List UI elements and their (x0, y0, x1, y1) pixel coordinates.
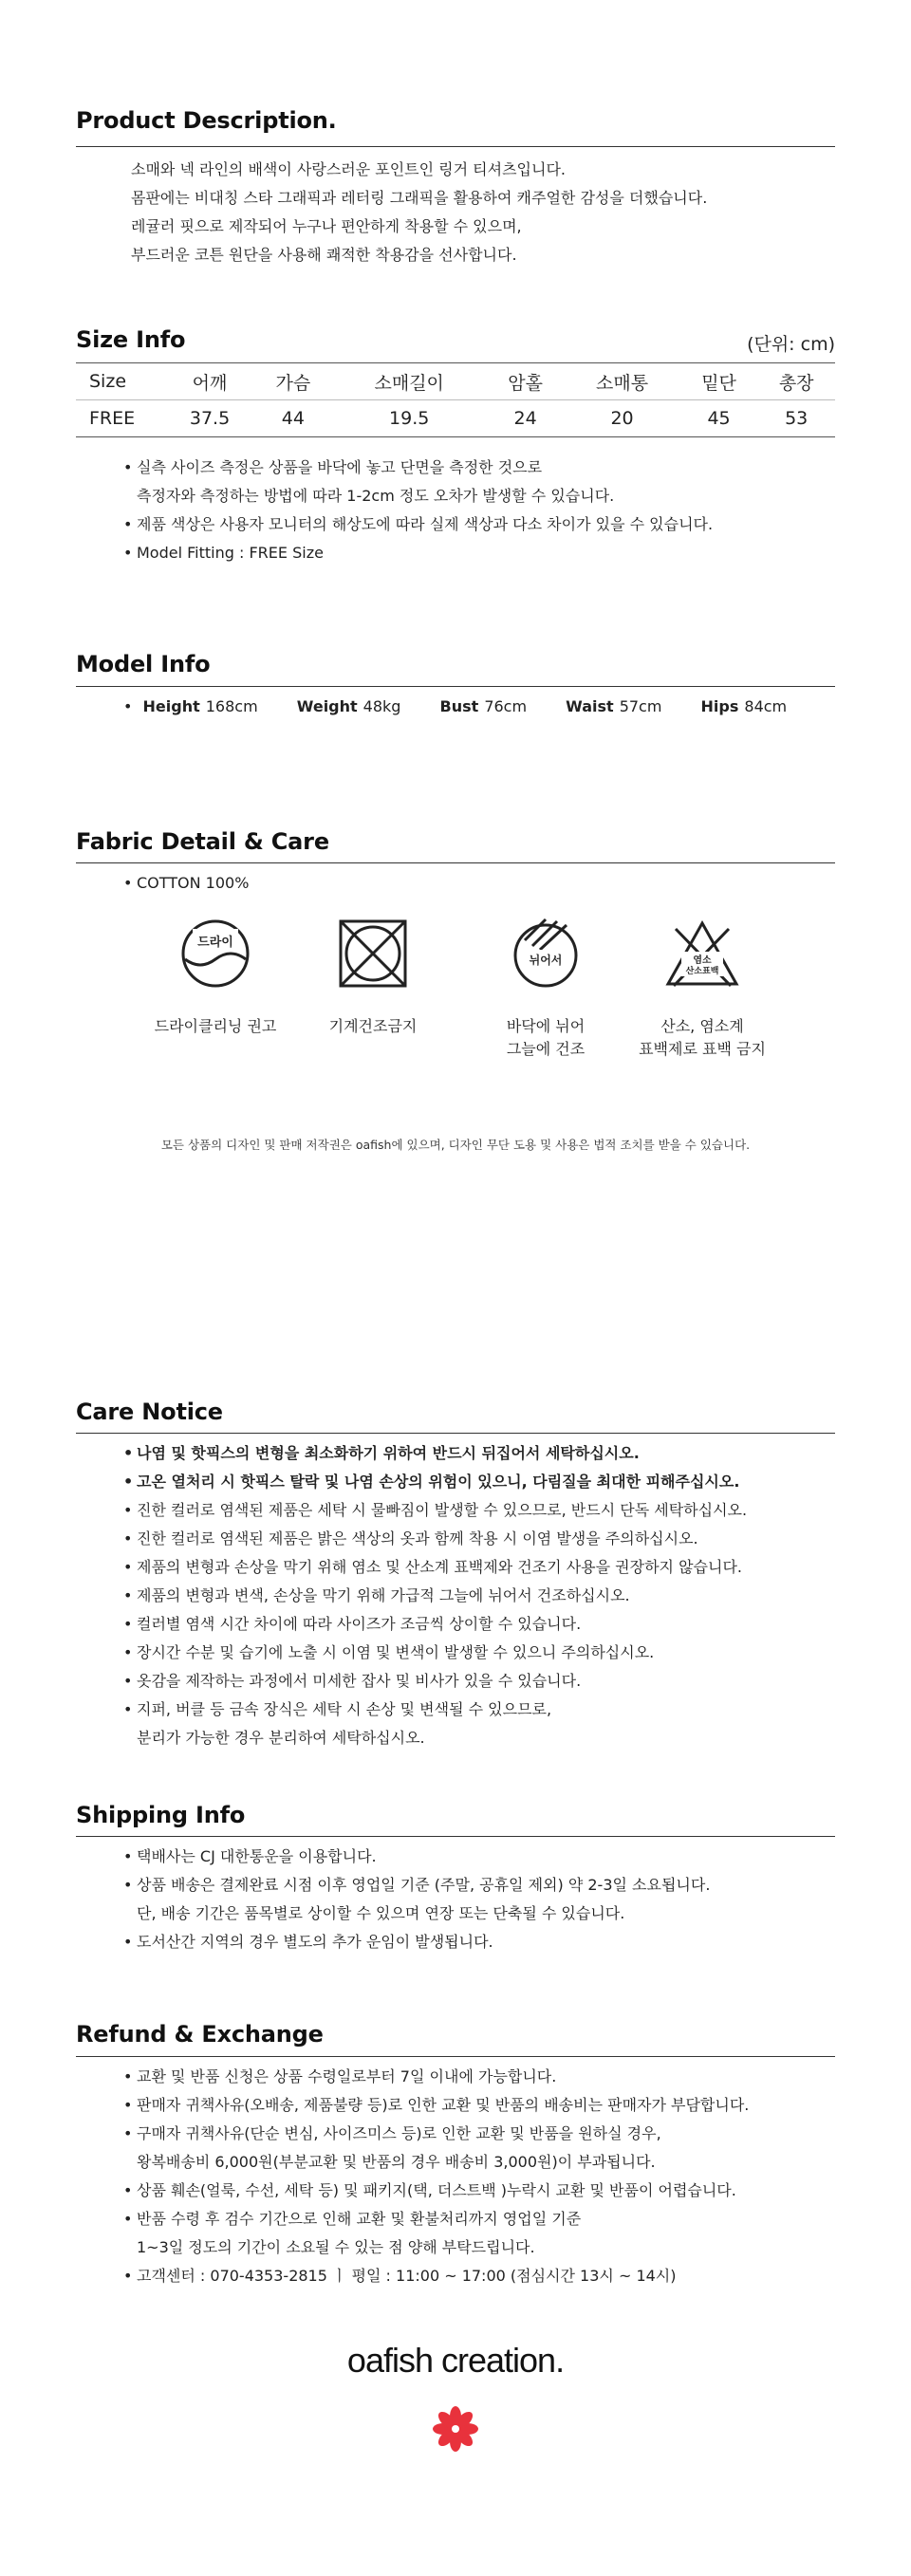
refund-text: 고객센터 : 070-4353-2815 ㅣ 평일 : 11:00 ~ 17:00 (점심시간 13시 ~ 14시) (137, 2267, 677, 2285)
list-item (123, 454, 713, 510)
care-text-continued: 분리가 가능한 경우 분리하여 세탁하십시오. (137, 1729, 425, 1747)
model-label: Height (142, 697, 200, 715)
care-notice-title: Care Notice (76, 1399, 223, 1425)
dry-flat-label: 뉘어서 (529, 954, 563, 967)
size-header-cell: 총장 (778, 372, 814, 394)
care-text: 제품의 변형과 손상을 막기 위해 염소 및 산소계 표백제와 건조기 사용을 권장하지 않습니다. (137, 1558, 742, 1576)
care-caption-line: 산소, 염소계 (660, 1017, 744, 1035)
list-item (123, 2205, 749, 2262)
care-caption-line: 바닥에 뉘어 (506, 1017, 586, 1035)
shipping-text-continued: 단, 배송 기간은 품목별로 상이할 수 있으며 연장 또는 단축될 수 있습니다. (137, 1904, 625, 1922)
care-notice-list (123, 1439, 747, 1752)
refund-text: 교환 및 반품 신청은 상품 수령일로부터 7일 이내에 가능합니다. (137, 2067, 557, 2085)
size-table-row (76, 400, 835, 437)
size-cell: 37.5 (189, 408, 231, 429)
list-item (123, 2120, 749, 2177)
size-notes-list (123, 454, 713, 567)
model-info-title: Model Info (76, 651, 211, 677)
dry-flat-shade-icon (508, 916, 584, 991)
brand-logo-text: oafish creation. (346, 2341, 565, 2380)
note-text-continued: 측정자와 측정하는 방법에 따라 1-2cm 정도 오차가 발생할 수 있습니다. (137, 487, 615, 505)
care-caption-line: 드라이클리닝 권고 (154, 1017, 277, 1035)
product-description-text (131, 156, 707, 269)
no-bleach-icon (664, 916, 740, 991)
no-bleach-label-2: 산소표백 (685, 967, 719, 976)
size-header-cell: Size (89, 371, 127, 392)
care-caption (288, 1015, 458, 1038)
shipping-list (123, 1843, 710, 1956)
size-header-cell: 밑단 (701, 372, 736, 394)
list-item (123, 2177, 749, 2205)
fabric-detail-title: Fabric Detail & Care (76, 828, 329, 855)
model-value: 48kg (363, 697, 401, 715)
section-divider (76, 862, 835, 863)
care-text: 진한 컬러로 염색된 제품은 세탁 시 물빠짐이 발생할 수 있으므로, 반드시 단독 세탁하십시오. (137, 1501, 748, 1519)
size-table-header-row (76, 363, 835, 400)
list-item (123, 1553, 747, 1582)
size-table-bottom-rule (76, 436, 835, 437)
model-label: Weight (296, 697, 358, 715)
refund-text: 판매자 귀책사유(오배송, 제품불량 등)로 인한 교환 및 반품의 배송비는 판매자가 부담합니다. (137, 2096, 750, 2114)
note-text: 실측 사이즈 측정은 상품을 바닥에 놓고 단면을 측정한 것으로 (137, 458, 543, 476)
size-cell: 24 (513, 408, 537, 429)
refund-exchange-title: Refund & Exchange (76, 2021, 324, 2048)
care-text: 장시간 수분 및 습기에 노출 시 이염 및 변색이 발생할 수 있으니 주의하십시오. (137, 1643, 655, 1661)
copyright-notice: 모든 상품의 디자인 및 판매 저작권은 oafish에 있으며, 디자인 무단 도용 및 사용은 법적 조치를 받을 수 있습니다. (160, 1138, 751, 1152)
section-divider (76, 1836, 835, 1837)
dry-clean-icon (177, 916, 253, 991)
refund-text-continued: 왕복배송비 6,000원(부분교환 및 반품의 경우 배송비 3,000원)이 부과됩니다. (137, 2153, 656, 2171)
model-value: 76cm (484, 697, 528, 715)
model-value: 84cm (744, 697, 788, 715)
size-header-cell: 어깨 (192, 372, 228, 394)
shipping-info-title: Shipping Info (76, 1802, 246, 1828)
product-description-title: Product Description. (76, 107, 337, 134)
list-item (123, 2262, 749, 2290)
model-label: Bust (439, 697, 479, 715)
size-cell: 45 (707, 408, 731, 429)
care-text: 나염 및 핫픽스의 변형을 최소화하기 위하여 반드시 뒤집어서 세탁하십시오. (137, 1444, 640, 1462)
list-item (123, 869, 249, 898)
list-item (123, 1439, 747, 1468)
size-cell: 20 (610, 408, 634, 429)
size-info-title: Size Info (76, 326, 186, 353)
size-cell: FREE (89, 408, 136, 429)
description-line: 레귤러 핏으로 제작되어 누구나 편안하게 착용할 수 있으며, (131, 217, 522, 235)
size-header-cell: 소매길이 (374, 372, 444, 394)
care-caption-line: 표백제로 표백 금지 (639, 1040, 766, 1058)
description-line: 부드러운 코튼 원단을 사용해 쾌적한 착용감을 선사합니다. (131, 246, 517, 264)
section-divider (76, 2056, 835, 2057)
size-cell: 53 (785, 408, 809, 429)
list-item (123, 1928, 710, 1956)
care-text: 진한 컬러로 염색된 제품은 밝은 색상의 옷과 함께 착용 시 이염 발생을 주의하십시오. (137, 1529, 698, 1547)
shipping-text: 도서산간 지역의 경우 별도의 추가 운임이 발생됩니다. (137, 1933, 493, 1951)
care-caption (130, 1015, 301, 1038)
size-cell: 19.5 (389, 408, 430, 429)
refund-text-continued: 1~3일 정도의 기간이 소요될 수 있는 점 양해 부탁드립니다. (137, 2238, 535, 2256)
size-table (76, 363, 835, 436)
no-tumble-dry-icon (335, 916, 411, 991)
size-header-cell: 암홀 (508, 372, 543, 394)
care-text: 제품의 변형과 변색, 손상을 막기 위해 가급적 그늘에 뉘어서 건조하십시오. (137, 1586, 630, 1604)
size-cell: 44 (281, 408, 305, 429)
section-divider (76, 1433, 835, 1434)
no-bleach-label: 염소 (693, 955, 712, 966)
model-label: Hips (700, 697, 739, 715)
shipping-text: 택배사는 CJ 대한통운을 이용합니다. (137, 1847, 377, 1865)
description-line: 소매와 넥 라인의 배색이 사랑스러운 포인트인 링거 티셔츠입니다. (131, 160, 567, 178)
refund-list (123, 2063, 749, 2290)
refund-text: 상품 훼손(얼룩, 수선, 세탁 등) 및 패키지(택, 더스트백 )누락시 교환 및 반품이 어렵습니다. (137, 2181, 736, 2199)
care-text: 옷감을 제작하는 과정에서 미세한 잡사 및 비사가 있을 수 있습니다. (137, 1672, 582, 1690)
model-info-row: • Height 168cm Weight 48kg Bust 76cm Waist 57cm Hips 84cm (123, 697, 788, 715)
care-caption-line: 기계건조금지 (328, 1017, 418, 1035)
list-item (123, 539, 713, 567)
care-caption-line: 그늘에 건조 (506, 1040, 586, 1058)
list-item (123, 1525, 747, 1553)
description-line: 몸판에는 비대칭 스타 그래픽과 레터링 그래픽을 활용하여 캐주얼한 감성을 더했습니다. (131, 189, 708, 207)
section-divider (76, 686, 835, 687)
size-header-cell: 소매통 (596, 372, 649, 394)
care-text: 고온 열처리 시 핫픽스 탈락 및 나염 손상의 위험이 있으니, 다림질을 최대한 피해주십시오. (137, 1473, 740, 1491)
refund-text: 반품 수령 후 검수 기간으로 인해 교환 및 환불처리까지 영업일 기준 (137, 2210, 582, 2228)
care-caption (617, 1015, 788, 1061)
dry-clean-label: 드라이 (197, 936, 233, 950)
list-item (123, 510, 713, 539)
care-caption (460, 1015, 631, 1061)
model-label: Waist (566, 697, 614, 715)
fabric-material: COTTON 100% (137, 874, 250, 892)
size-header-cell: 가슴 (275, 372, 311, 394)
section-divider (76, 146, 835, 147)
shipping-text: 상품 배송은 결제완료 시점 이후 영업일 기준 (주말, 공휴일 제외) 약 2-3일 소요됩니다. (137, 1876, 711, 1894)
fabric-list (123, 869, 249, 898)
list-item (123, 1639, 747, 1667)
list-item (123, 1610, 747, 1639)
refund-text: 구매자 귀책사유(단순 변심, 사이즈미스 등)로 인한 교환 및 반품을 원하실 경우, (137, 2124, 661, 2142)
model-value: 57cm (619, 697, 662, 715)
list-item (123, 1667, 747, 1696)
list-item (123, 2091, 749, 2120)
note-text: 제품 색상은 사용자 모니터의 해상도에 따라 실제 색상과 다소 차이가 있을 수 있습니다. (137, 515, 714, 533)
care-text: 지퍼, 버클 등 금속 장식은 세탁 시 손상 및 변색될 수 있으므로, (137, 1700, 552, 1718)
size-unit: (단위: cm) (747, 334, 835, 355)
list-item (123, 1871, 710, 1928)
list-item (123, 1468, 747, 1496)
list-item (123, 1582, 747, 1610)
list-item (123, 1696, 747, 1752)
note-text: Model Fitting : FREE Size (137, 544, 324, 562)
care-text: 컬러별 염색 시간 차이에 따라 사이즈가 조금씩 상이할 수 있습니다. (137, 1615, 582, 1633)
list-item (123, 2063, 749, 2091)
flower-logo-icon (432, 2405, 479, 2453)
model-value: 168cm (205, 697, 258, 715)
list-item (123, 1843, 710, 1871)
list-item (123, 1496, 747, 1525)
